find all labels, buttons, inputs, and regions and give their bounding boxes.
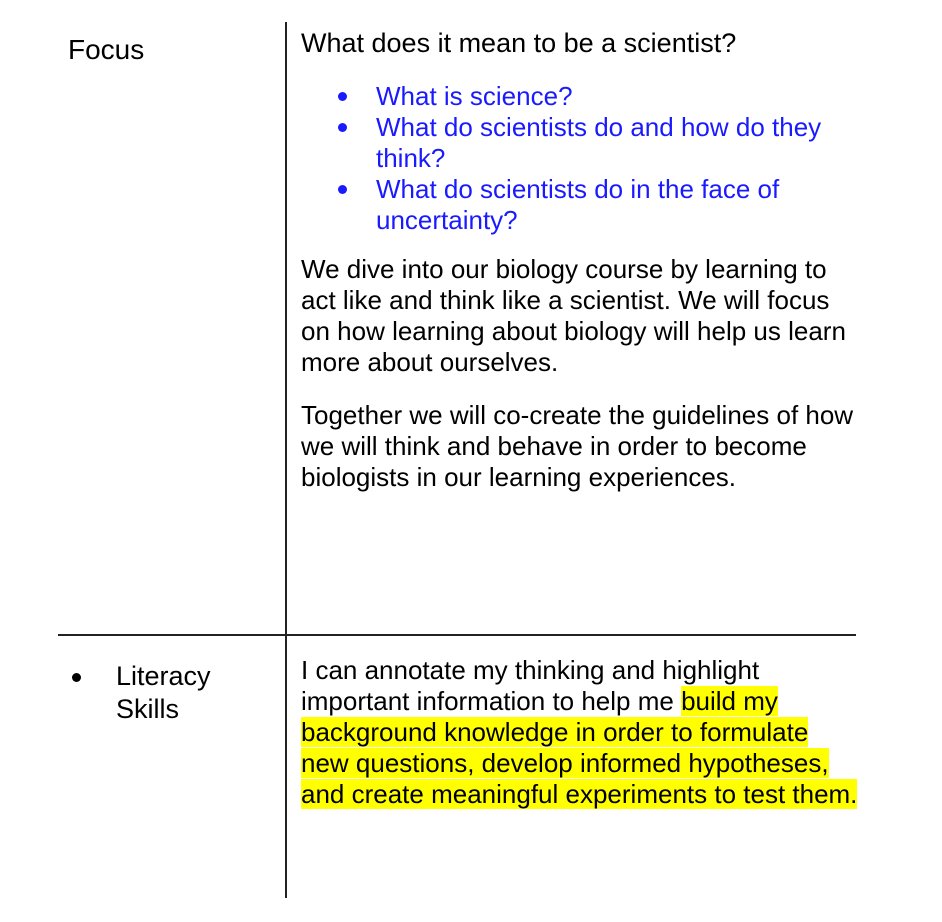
bullet-icon (338, 92, 347, 101)
highlighted-text: build my background knowledge in order to formulate new questions, develop informed hypotheses, and create meaningful experiments to test them. (301, 686, 858, 809)
literacy-skills-label-cell (68, 660, 278, 726)
focus-content (301, 28, 861, 515)
sub-question-text: What do scientists do and how do they think? (376, 112, 822, 173)
focus-label: Focus (68, 34, 145, 65)
focus-paragraph-guidelines: Together we will co-create the guidelines of how we will think and behave in order to become biologists in our learning experiences. (301, 400, 854, 492)
bullet-icon (338, 123, 347, 132)
focus-paragraph-intro: We dive into our biology course by learning to act like and think like a scientist. We will focus on how learning about biology will help us learn more about ourselves. (301, 254, 846, 377)
bullet-icon (338, 185, 347, 194)
sub-question-text: What do scientists do in the face of uncertainty? (376, 174, 780, 235)
literacy-skills-content (301, 655, 861, 810)
main-question: What does it mean to be a scientist? (301, 28, 737, 58)
row-divider (58, 634, 856, 636)
sub-question-list (301, 81, 861, 236)
sub-question-item (376, 81, 861, 112)
sub-question-item (376, 174, 861, 236)
literacy-skills-label: Literacy Skills (116, 661, 211, 724)
sub-question-item (376, 112, 861, 174)
column-divider (285, 22, 287, 898)
bullet-icon (72, 673, 81, 682)
sub-question-text: What is science? (376, 81, 573, 111)
literacy-statement-text: I can annotate my thinking and highlight important information to help me (301, 655, 760, 716)
literacy-skills-item (68, 660, 278, 726)
